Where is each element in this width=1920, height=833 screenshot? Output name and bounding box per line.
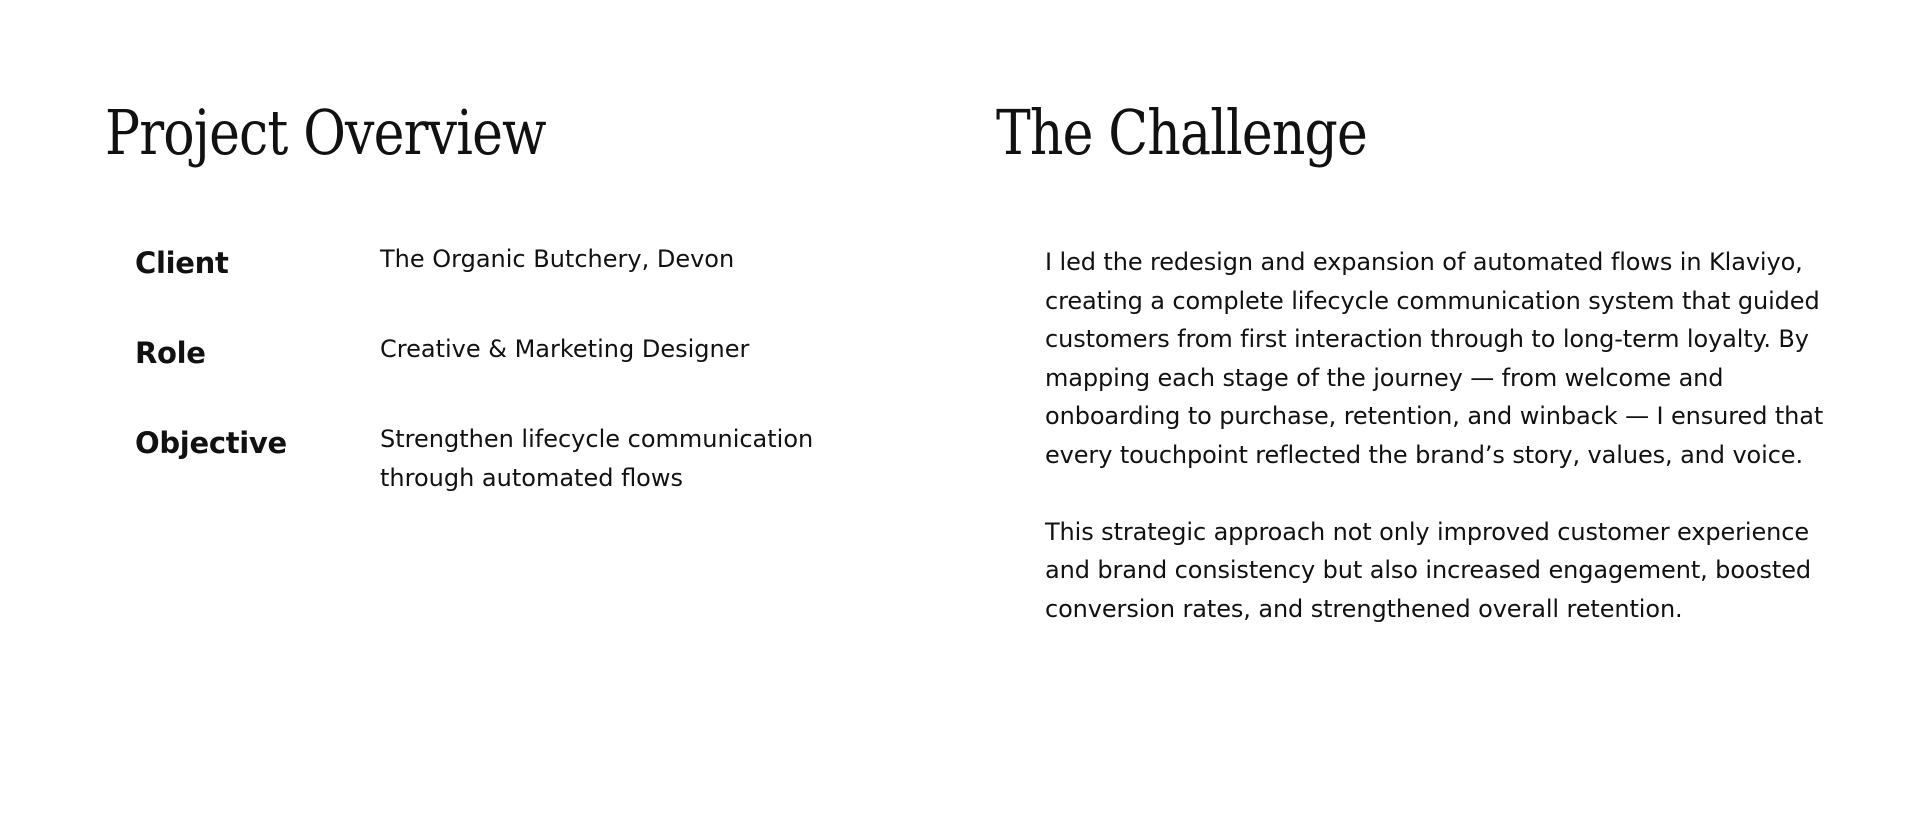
objective-value: Strengthen lifecycle communication through automated flows (380, 425, 814, 492)
client-value: The Organic Butchery, Devon (380, 245, 735, 273)
challenge-title: The Challenge (996, 96, 1368, 169)
overview-details (135, 244, 895, 534)
challenge-paragraph: This strategic approach not only improved customer experience and brand consistency but also increased engagement, boosted conversion rates, and strengthened overall retention. (1045, 517, 1811, 623)
objective-label: Objective (135, 426, 287, 460)
project-overview-section (105, 90, 925, 492)
client-label: Client (135, 246, 229, 280)
challenge-body (1045, 243, 1825, 667)
role-label: Role (135, 336, 206, 370)
role-value: Creative & Marketing Designer (380, 335, 750, 363)
overview-row-client (135, 244, 895, 334)
project-overview-title: Project Overview (105, 96, 546, 169)
challenge-paragraph: I led the redesign and expansion of automated flows in Klaviyo, creating a complete lifecycle communication system that guided customers from first interaction through to long-term loyalty. By mapping each stage of the journey — from welcome and onboarding to purchase, retention, and winback — I ensured that every touchpoint reflected the brand’s story, values, and voice. (1045, 248, 1824, 469)
overview-row-role (135, 334, 895, 424)
challenge-section (996, 90, 1824, 623)
overview-row-objective (135, 424, 895, 534)
